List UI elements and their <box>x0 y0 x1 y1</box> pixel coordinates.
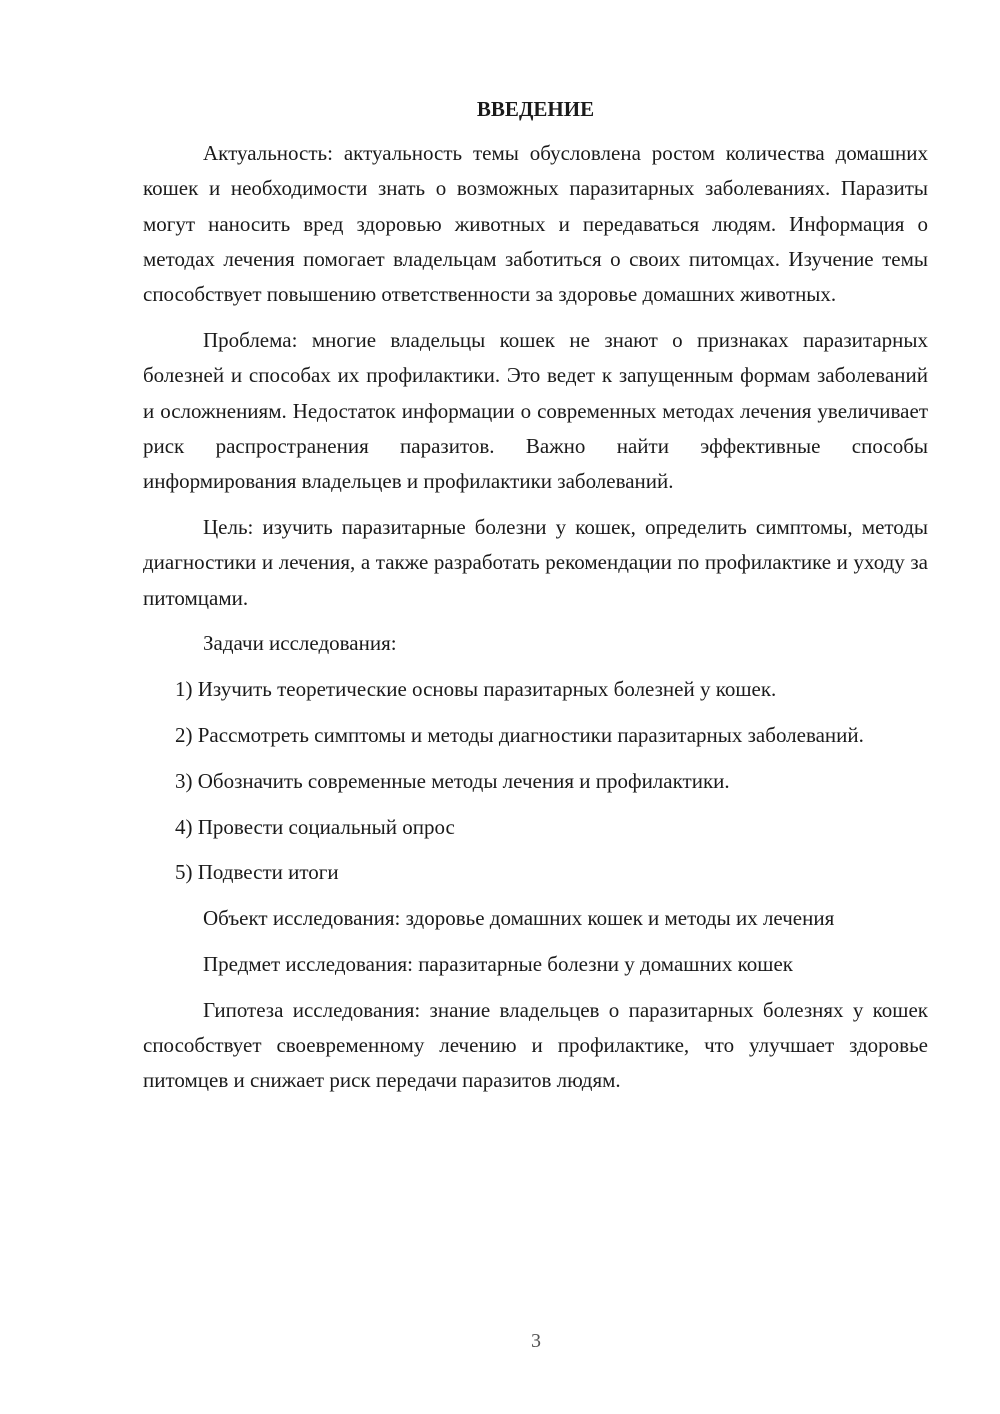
problem-paragraph: Проблема: многие владельцы кошек не знают о признаках паразитарных болезней и способах их профилактики. Это ведет к запущенным формам заболеваний и осложнениям. Недостаток информации о современных методах лечения увеличивает риск распространения паразитов. Важно найти эффективные способы информирования владельцев и профилактики заболеваний. <box>143 327 928 494</box>
subject-paragraph: Предмет исследования: паразитарные болезни у домашних кошек <box>203 951 793 976</box>
page-number: 3 <box>531 1330 541 1352</box>
page-title: ВВЕДЕНИЕ <box>476 97 595 121</box>
task-item-5: 5) Подвести итоги <box>175 860 339 885</box>
goal-paragraph: Цель: изучить паразитарные болезни у кошек, определить симптомы, методы диагностики и лечения, а также разработать рекомендации по профилактике и уходу за питомцами. <box>143 514 928 610</box>
task-item-2: 2) Рассмотреть симптомы и методы диагностики паразитарных заболеваний. <box>175 722 864 747</box>
task-item-1: 1) Изучить теоретические основы паразитарных болезней у кошек. <box>175 677 777 702</box>
relevance-paragraph: Актуальность: актуальность темы обусловлена ростом количества домашних кошек и необходимости знать о возможных паразитарных заболеваниях. Паразиты могут наносить вред здоровью животных и передаваться людям. Информация о методах лечения помогает владельцам заботиться о своих питомцах. Изучение темы способствует повышению ответственности за здоровье домашних животных. <box>143 141 928 307</box>
task-item-3: 3) Обозначить современные методы лечения и профилактики. <box>175 768 730 793</box>
object-paragraph: Объект исследования: здоровье домашних кошек и методы их лечения <box>203 906 835 931</box>
tasks-title: Задачи исследования: <box>203 631 397 656</box>
task-item-4: 4) Провести социальный опрос <box>175 814 455 839</box>
document-page <box>143 92 928 1109</box>
hypothesis-paragraph: Гипотеза исследования: знание владельцев о паразитарных болезнях у кошек способствует своевременному лечению и профилактике, что улучшает здоровье питомцев и снижает риск передачи паразитов людям. <box>143 997 928 1093</box>
